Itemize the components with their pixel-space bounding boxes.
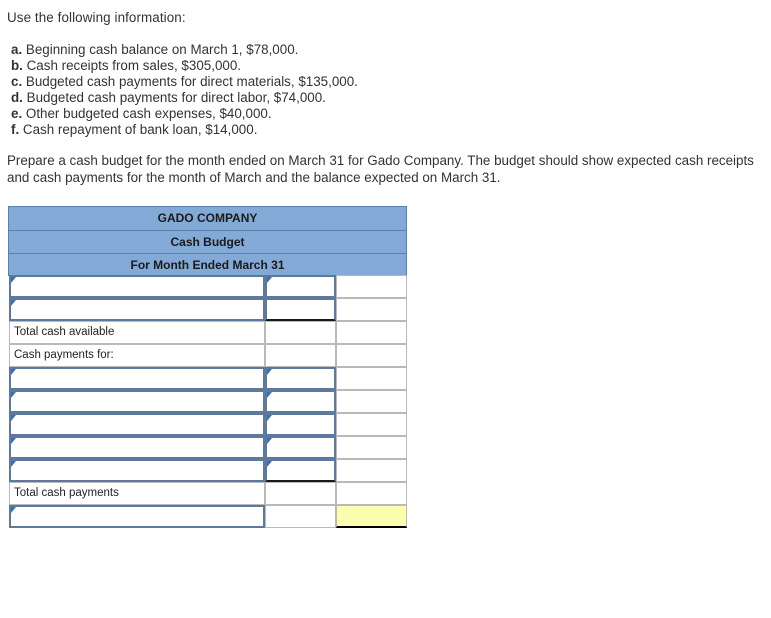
marker-icon bbox=[267, 461, 272, 467]
total-cash-available-amount bbox=[265, 321, 336, 344]
payment4-description-input[interactable] bbox=[9, 436, 265, 459]
table-row bbox=[8, 321, 408, 344]
payment2-description-input[interactable] bbox=[9, 390, 265, 413]
marker-icon bbox=[11, 369, 16, 375]
marker-icon bbox=[267, 369, 272, 375]
total-cash-payments-label: Total cash payments bbox=[9, 482, 265, 505]
header-title: Cash Budget bbox=[8, 230, 407, 254]
table-row bbox=[8, 436, 408, 459]
row2-total-cell bbox=[336, 298, 407, 321]
total-cash-payments-total bbox=[336, 482, 407, 505]
marker-icon bbox=[267, 415, 272, 421]
header-period: For Month Ended March 31 bbox=[8, 253, 407, 276]
table-row bbox=[8, 275, 408, 298]
info-item-c: c. Budgeted cash payments for direct materials, $135,000. bbox=[11, 74, 358, 90]
row2-description-input[interactable] bbox=[9, 298, 265, 321]
ending-balance-description-input[interactable] bbox=[9, 505, 265, 528]
ending-balance-answer-cell[interactable] bbox=[336, 505, 407, 528]
total-cash-payments-amount bbox=[265, 482, 336, 505]
total-cash-available-total bbox=[336, 321, 407, 344]
marker-icon bbox=[11, 461, 16, 467]
payment3-description-input[interactable] bbox=[9, 413, 265, 436]
marker-icon bbox=[11, 300, 16, 306]
payment2-amount-input[interactable] bbox=[265, 390, 336, 413]
marker-icon bbox=[267, 392, 272, 398]
info-item-d: d. Budgeted cash payments for direct labor, $74,000. bbox=[11, 90, 326, 106]
info-item-a: a. Beginning cash balance on March 1, $78,000. bbox=[11, 42, 299, 57]
payment4-amount-input[interactable] bbox=[265, 436, 336, 459]
intro-text: Use the following information: bbox=[7, 10, 186, 25]
table-row bbox=[8, 298, 408, 321]
marker-icon bbox=[11, 438, 16, 444]
payment1-description-input[interactable] bbox=[9, 367, 265, 390]
header-company: GADO COMPANY bbox=[8, 206, 407, 231]
payment1-total-cell bbox=[336, 367, 407, 390]
payment4-total-cell bbox=[336, 436, 407, 459]
payment5-amount-input[interactable] bbox=[265, 459, 336, 482]
table-row bbox=[8, 459, 408, 482]
table-row bbox=[8, 413, 408, 436]
info-item-f: f. Cash repayment of bank loan, $14,000. bbox=[11, 122, 258, 138]
payment5-total-cell bbox=[336, 459, 407, 482]
row1-total-cell bbox=[336, 275, 407, 298]
payment1-amount-input[interactable] bbox=[265, 367, 336, 390]
table-row bbox=[8, 505, 408, 528]
payment3-amount-input[interactable] bbox=[265, 413, 336, 436]
info-list bbox=[11, 42, 358, 139]
table-row bbox=[8, 482, 408, 505]
marker-icon bbox=[11, 507, 16, 513]
row1-description-input[interactable] bbox=[9, 275, 265, 298]
total-cash-available-label: Total cash available bbox=[9, 321, 265, 344]
info-item-e: e. Other budgeted cash expenses, $40,000. bbox=[11, 106, 272, 122]
marker-icon bbox=[11, 277, 16, 283]
info-item-b: b. Cash receipts from sales, $305,000. bbox=[11, 58, 242, 74]
table-row bbox=[8, 367, 408, 390]
ending-balance-amount bbox=[265, 505, 336, 528]
payment2-total-cell bbox=[336, 390, 407, 413]
table-row bbox=[8, 344, 408, 367]
marker-icon bbox=[11, 415, 16, 421]
table-row bbox=[8, 390, 408, 413]
cash-payments-for-total bbox=[336, 344, 407, 367]
payment5-description-input[interactable] bbox=[9, 459, 265, 482]
marker-icon bbox=[267, 277, 272, 283]
marker-icon bbox=[11, 392, 16, 398]
marker-icon bbox=[267, 438, 272, 444]
row1-amount-input[interactable] bbox=[265, 275, 336, 298]
cash-payments-for-amount bbox=[265, 344, 336, 367]
payment3-total-cell bbox=[336, 413, 407, 436]
cash-payments-for-label: Cash payments for: bbox=[9, 344, 265, 367]
instructions: Prepare a cash budget for the month ended on March 31 for Gado Company. The budget should show expected cash receipts and cash payments for the month of March and the balance expected on March 31. bbox=[7, 153, 754, 185]
row2-amount-input[interactable] bbox=[265, 298, 336, 321]
